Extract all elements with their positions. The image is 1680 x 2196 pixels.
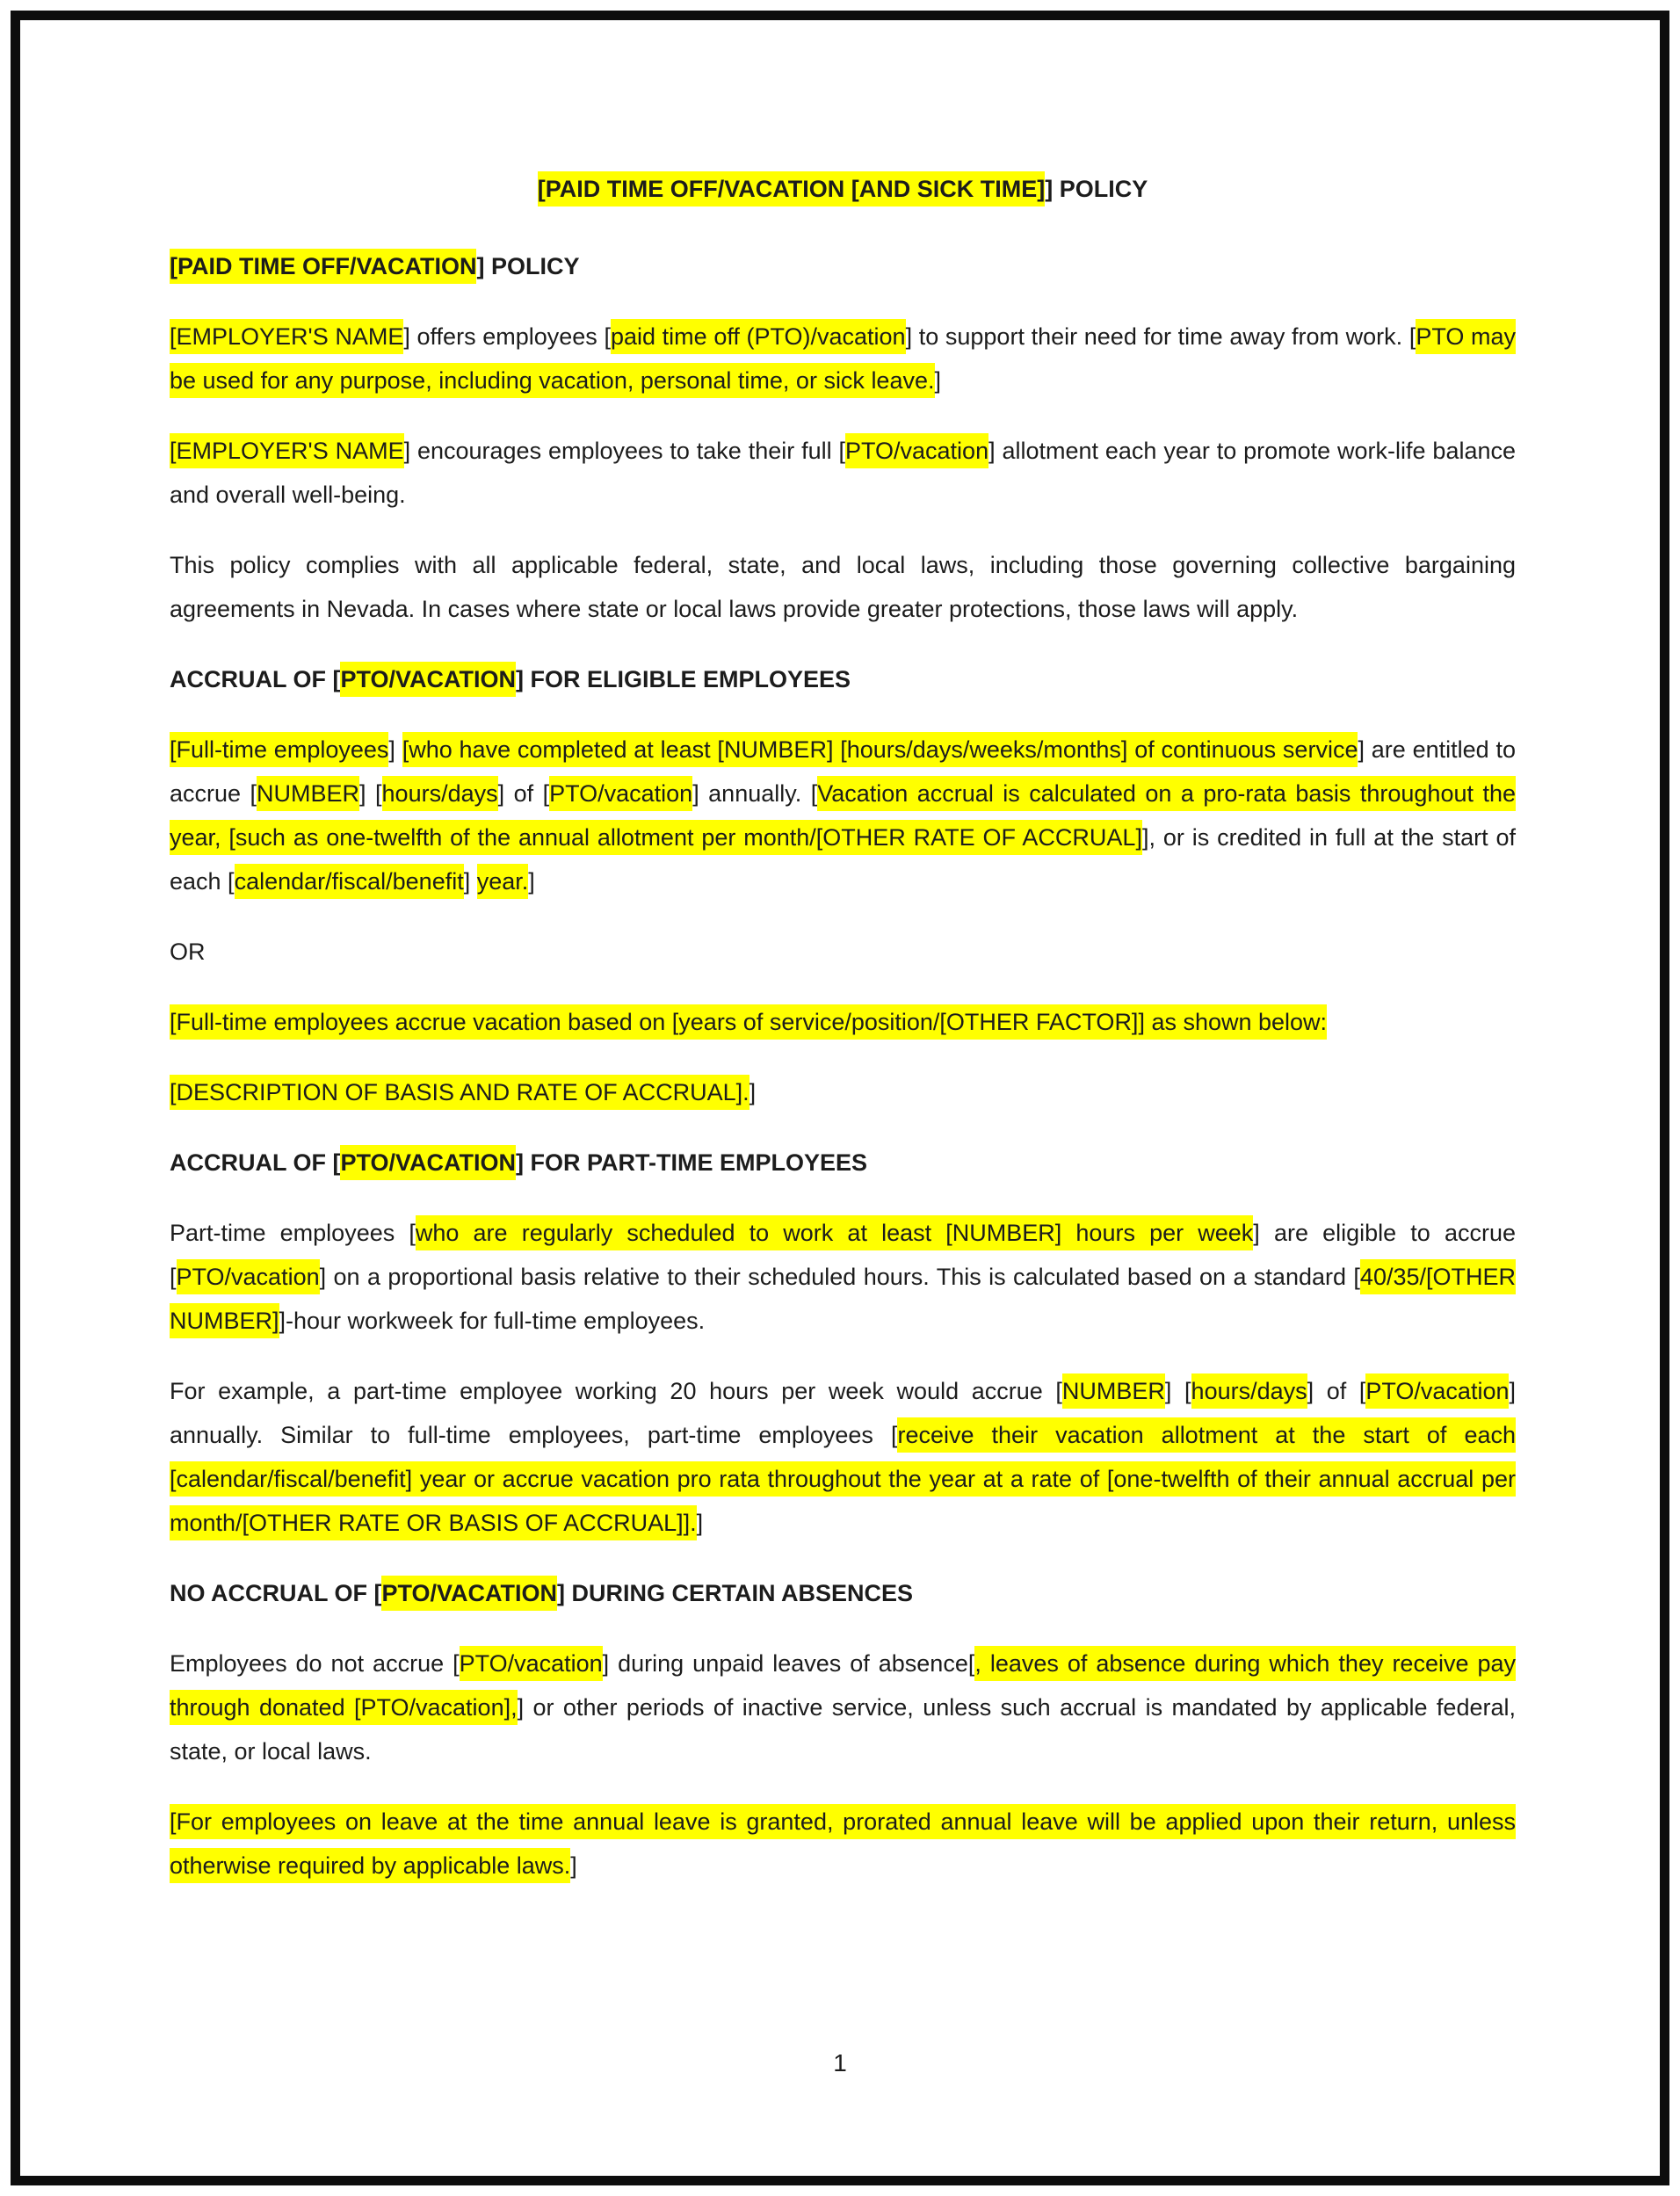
- plain-text: ] to support their need for time away from work. [: [905, 323, 1416, 350]
- document-paragraph: [170, 1070, 1516, 1114]
- document-paragraph: [170, 1211, 1516, 1343]
- highlighted-text: PTO/vacation: [1365, 1373, 1509, 1409]
- highlighted-text: NUMBER: [1062, 1373, 1165, 1409]
- highlighted-text: PTO/vacation: [845, 433, 988, 468]
- document-paragraph: [170, 429, 1516, 517]
- highlighted-text: Vacation accrual is calculated on a pro-rata basis throughout the year, [such as one-twelfth of the annual allotment per month/[OTHER RATE OF ACCRUAL]: [170, 776, 1516, 855]
- document-heading: [170, 1571, 1516, 1615]
- plain-text: ] are entitled to accrue [: [170, 736, 1516, 807]
- document-heading: [170, 244, 1516, 288]
- plain-text: ]: [388, 736, 402, 763]
- plain-text: NO ACCRUAL OF [: [170, 1580, 382, 1606]
- plain-text: ] [: [1164, 1378, 1191, 1404]
- plain-text: ]-hour workweek for full-time employees.: [279, 1308, 706, 1334]
- plain-text: This policy complies with all applicable federal, state, and local laws, including those governing collective bargaining agreements in Nevada. In cases where state or local laws provide greater protections, those laws will apply.: [170, 552, 1516, 622]
- highlighted-text: hours/days: [1191, 1373, 1307, 1409]
- plain-text: ] FOR PART-TIME EMPLOYEES: [516, 1149, 868, 1176]
- plain-text: ] annually. Similar to full-time employees, part-time employees [: [170, 1378, 1516, 1448]
- plain-text: ] or other periods of inactive service, unless such accrual is mandated by applicable federal, state, or local laws.: [170, 1694, 1516, 1765]
- document-paragraph: [170, 315, 1516, 402]
- highlighted-text: hours/days: [382, 776, 498, 811]
- document-paragraph: [170, 1369, 1516, 1545]
- plain-text: ]: [696, 1510, 704, 1536]
- plain-text: ] DURING CERTAIN ABSENCES: [557, 1580, 914, 1606]
- plain-text: ] of [: [1307, 1378, 1366, 1404]
- plain-text: ] offers employees [: [403, 323, 611, 350]
- plain-text: ]: [749, 1079, 757, 1105]
- plain-text: ] allotment each year to promote work-life balance and overall well-being.: [170, 438, 1517, 508]
- document-paragraph: [170, 1000, 1516, 1044]
- plain-text: ] [: [359, 780, 382, 807]
- plain-text: ]: [528, 868, 535, 895]
- highlighted-text: [PAID TIME OFF/VACATION: [170, 249, 476, 284]
- highlighted-text: [who have completed at least [NUMBER] [hours/days/weeks/months] of continuous service: [402, 732, 1358, 767]
- highlighted-text: [EMPLOYER'S NAME: [170, 433, 404, 468]
- plain-text: ] POLICY: [476, 253, 580, 279]
- highlighted-text: [DESCRIPTION OF BASIS AND RATE OF ACCRUAL].: [170, 1075, 749, 1110]
- highlighted-text: PTO/VACATION: [340, 1145, 516, 1180]
- highlighted-text: paid time off (PTO)/vacation: [611, 319, 906, 354]
- document-paragraph: [170, 1642, 1516, 1773]
- highlighted-text: year.: [477, 864, 529, 899]
- plain-text: ], or is credited in full at the start of each [: [170, 824, 1517, 895]
- highlighted-text: [EMPLOYER'S NAME: [170, 319, 403, 354]
- plain-text: Part-time employees [: [170, 1220, 416, 1246]
- highlighted-text: PTO/VACATION: [381, 1576, 557, 1611]
- plain-text: ] POLICY: [1045, 176, 1148, 202]
- highlighted-text: calendar/fiscal/benefit: [235, 864, 464, 899]
- plain-text: ]: [570, 1852, 577, 1879]
- plain-text: ] are eligible to accrue [: [170, 1220, 1516, 1290]
- document-heading: [170, 657, 1516, 701]
- highlighted-text: [Full-time employees accrue vacation based on [years of service/position/[OTHER FACTOR]] as shown below:: [170, 1004, 1327, 1040]
- plain-text: ] during unpaid leaves of absence[: [602, 1650, 975, 1677]
- document-paragraph: [170, 930, 1516, 974]
- document-paragraph: [170, 543, 1516, 631]
- plain-text: OR: [170, 939, 206, 965]
- plain-text: ] on a proportional basis relative to their scheduled hours. This is calculated based on a standard [: [319, 1264, 1360, 1290]
- highlighted-text: [PAID TIME OFF/VACATION [AND SICK TIME]: [538, 171, 1045, 207]
- highlighted-text: who are regularly scheduled to work at least [NUMBER] hours per week: [416, 1215, 1253, 1250]
- document-content: [170, 167, 1516, 1914]
- highlighted-text: receive their vacation allotment at the start of each [calendar/fiscal/benefit] year or accrue vacation pro rata throughout the year at a rate of [one-twelfth of their annual accrual per month/[OTHER RATE OR BASIS OF ACCRUAL]].: [170, 1417, 1516, 1540]
- highlighted-text: PTO/vacation: [549, 776, 692, 811]
- document-paragraph: [170, 1800, 1516, 1888]
- plain-text: ]: [934, 367, 942, 394]
- plain-text: ] of [: [497, 780, 550, 807]
- highlighted-text: PTO/VACATION: [340, 662, 516, 697]
- plain-text: For example, a part-time employee working 20 hours per week would accrue [: [170, 1378, 1062, 1404]
- highlighted-text: PTO/vacation: [177, 1259, 320, 1294]
- plain-text: ]: [463, 868, 477, 895]
- plain-text: ] annually. [: [692, 780, 818, 807]
- highlighted-text: , leaves of absence during which they receive pay through donated [PTO/vacation],: [170, 1646, 1516, 1725]
- page-number: 1: [833, 2049, 847, 2076]
- plain-text: ] FOR ELIGIBLE EMPLOYEES: [516, 666, 851, 692]
- highlighted-text: PTO/vacation: [460, 1646, 603, 1681]
- highlighted-text: NUMBER: [257, 776, 359, 811]
- document-title: [170, 167, 1516, 211]
- plain-text: ACCRUAL OF [: [170, 666, 341, 692]
- plain-text: ] encourages employees to take their full [: [403, 438, 845, 464]
- plain-text: Employees do not accrue [: [170, 1650, 460, 1677]
- highlighted-text: [For employees on leave at the time annual leave is granted, prorated annual leave will be applied upon their return, unless otherwise required by applicable laws.: [170, 1804, 1516, 1883]
- document-heading: [170, 1141, 1516, 1185]
- document-paragraph: [170, 728, 1516, 903]
- highlighted-text: 40/35/[OTHER NUMBER]: [170, 1259, 1516, 1338]
- highlighted-text: [Full-time employees: [170, 732, 388, 767]
- highlighted-text: PTO may be used for any purpose, including vacation, personal time, or sick leave.: [170, 319, 1516, 398]
- plain-text: ACCRUAL OF [: [170, 1149, 341, 1176]
